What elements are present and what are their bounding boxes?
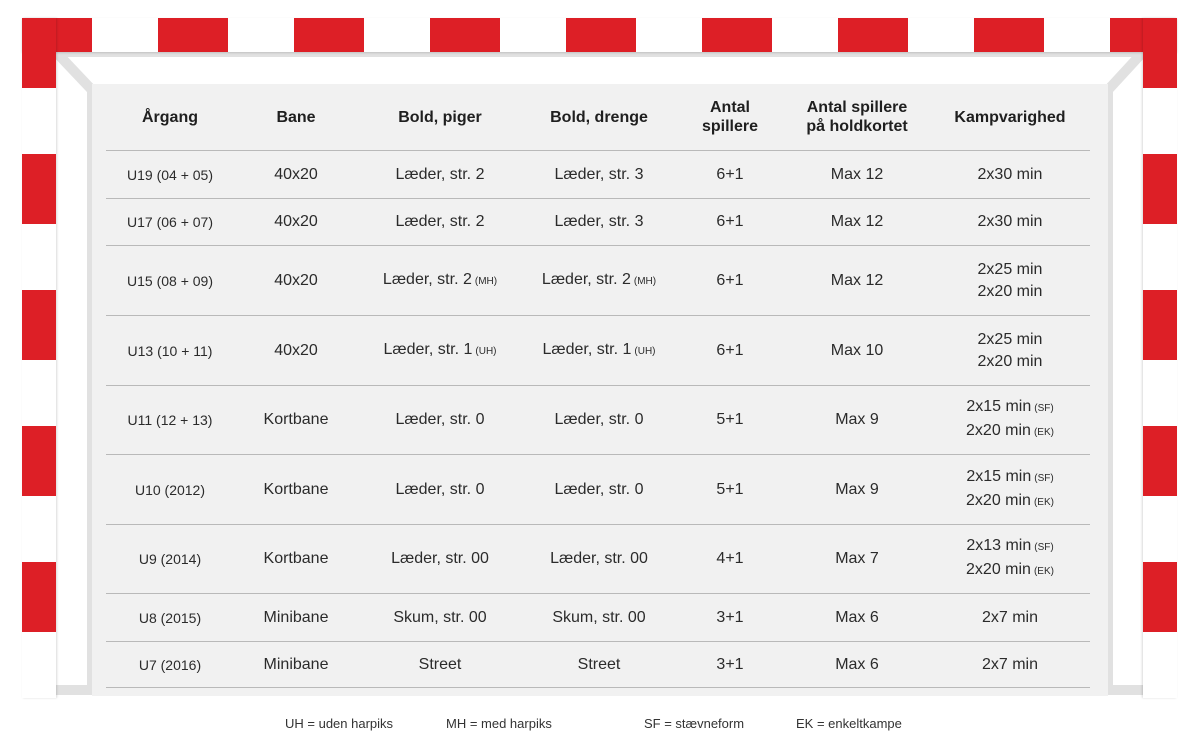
cell-text: 2x20 min xyxy=(966,491,1031,509)
cell-drenge xyxy=(522,151,676,198)
cell-piger xyxy=(358,199,522,245)
cell-bane xyxy=(234,386,358,454)
cell-note: (MH) xyxy=(633,275,657,287)
cell-drenge xyxy=(522,525,676,593)
cell-text: Max 10 xyxy=(830,341,884,359)
cell-text: 40x20 xyxy=(274,271,318,289)
cell-text: 2x20 min xyxy=(977,282,1043,300)
cell-bane xyxy=(234,642,358,687)
table-row xyxy=(106,245,1090,315)
cell-text: Max 7 xyxy=(835,550,879,567)
cell-text: Max 12 xyxy=(830,165,884,183)
cell-text: Max 9 xyxy=(835,411,879,428)
header-bane: Bane xyxy=(276,108,316,126)
cell-varighed xyxy=(930,316,1090,385)
cell-spillere xyxy=(676,151,784,198)
table-row xyxy=(106,524,1090,593)
cell-holdkort xyxy=(784,316,930,385)
cell-drenge xyxy=(522,199,676,245)
cell-argang xyxy=(106,642,234,687)
cell-argang xyxy=(106,199,234,245)
cell-text: Læder, str. 2 xyxy=(382,270,472,288)
table-row xyxy=(106,315,1090,385)
cell-drenge xyxy=(522,246,676,315)
header-holdkort: Antal spillere på holdkortet xyxy=(806,99,908,135)
cell-text: Læder, str. 2 xyxy=(395,165,485,183)
cell-text: 2x20 min xyxy=(966,422,1031,439)
cell-text: 40x20 xyxy=(274,341,318,359)
cell-bane xyxy=(234,316,358,385)
table-row xyxy=(106,454,1090,524)
cell-piger xyxy=(358,594,522,641)
cell-text: 5+1 xyxy=(716,411,744,428)
cell-drenge xyxy=(522,642,676,687)
cell-bane xyxy=(234,246,358,315)
cell-text: 6+1 xyxy=(716,213,744,230)
cell-holdkort xyxy=(784,386,930,454)
cell-piger xyxy=(358,246,522,315)
cell-text: U8 (2015) xyxy=(138,609,202,626)
cell-text: Læder, str. 00 xyxy=(391,550,489,567)
legend-uh: UH = uden harpiks xyxy=(285,716,394,731)
cell-text: 2x30 min xyxy=(977,213,1043,230)
cell-spillere xyxy=(676,386,784,454)
cell-text: U13 (10 + 11) xyxy=(127,342,213,359)
cell-holdkort xyxy=(784,199,930,245)
cell-text: 2x7 min xyxy=(981,608,1039,626)
table-row xyxy=(106,385,1090,454)
cell-holdkort xyxy=(784,594,930,641)
cell-text: Kortbane xyxy=(263,480,329,498)
table-row xyxy=(106,198,1090,245)
cell-text: Læder, str. 1 xyxy=(383,340,473,358)
cell-holdkort xyxy=(784,642,930,687)
rules-table xyxy=(92,84,1108,696)
table-row xyxy=(106,593,1090,641)
cell-note: (EK) xyxy=(1033,427,1054,438)
cell-bane xyxy=(234,199,358,245)
cell-argang xyxy=(106,246,234,315)
cell-note: (UH) xyxy=(475,345,497,357)
cell-varighed xyxy=(930,151,1090,198)
cell-bane xyxy=(234,594,358,641)
table-header xyxy=(92,84,1108,150)
cell-text: 2x30 min xyxy=(977,165,1043,183)
cell-text: 6+1 xyxy=(716,165,744,183)
cell-text: U19 (04 + 05) xyxy=(127,166,213,183)
cell-text: Minibane xyxy=(263,608,329,626)
cell-text: Læder, str. 2 xyxy=(541,270,631,288)
cell-argang xyxy=(106,386,234,454)
cell-spillere xyxy=(676,642,784,687)
cell-text: Kortbane xyxy=(263,550,329,567)
cell-note: (EK) xyxy=(1033,566,1054,577)
cell-text: Max 12 xyxy=(830,271,884,289)
cell-drenge xyxy=(522,386,676,454)
cell-text: 2x7 min xyxy=(981,655,1039,673)
cell-text: U7 (2016) xyxy=(138,656,202,673)
cell-text: Læder, str. 0 xyxy=(554,480,644,498)
cell-text: 2x25 min xyxy=(977,330,1043,348)
cell-spillere xyxy=(676,525,784,593)
cell-argang xyxy=(106,455,234,524)
cell-text: 40x20 xyxy=(274,213,318,230)
header-bold-drenge: Bold, drenge xyxy=(550,108,648,126)
cell-drenge xyxy=(522,455,676,524)
cell-text: U10 (2012) xyxy=(134,481,206,498)
cell-piger xyxy=(358,151,522,198)
cell-text: Minibane xyxy=(263,655,329,673)
cell-piger xyxy=(358,455,522,524)
cell-spillere xyxy=(676,199,784,245)
cell-note: (EK) xyxy=(1033,496,1054,508)
cell-bane xyxy=(234,455,358,524)
cell-piger xyxy=(358,316,522,385)
cell-text: 4+1 xyxy=(716,550,744,567)
cell-text: Max 6 xyxy=(835,608,879,626)
cell-text: 40x20 xyxy=(274,165,318,183)
cell-text: Læder, str. 3 xyxy=(554,213,644,230)
cell-bane xyxy=(234,151,358,198)
legend-sf: SF = stævneform xyxy=(644,716,745,731)
cell-text: 5+1 xyxy=(716,480,744,498)
cell-holdkort xyxy=(784,455,930,524)
cell-argang xyxy=(106,316,234,385)
cell-text: Læder, str. 0 xyxy=(554,411,644,428)
cell-note: (SF) xyxy=(1034,472,1054,484)
cell-text: Læder, str. 0 xyxy=(395,411,485,428)
header-antal-spillere: Antal spillere xyxy=(701,99,759,135)
cell-text: Læder, str. 1 xyxy=(542,340,632,358)
goal-crossbar xyxy=(22,18,1177,52)
cell-drenge xyxy=(522,316,676,385)
cell-spillere xyxy=(676,316,784,385)
cell-text: 2x20 min xyxy=(966,561,1031,578)
cell-argang xyxy=(106,594,234,641)
cell-holdkort xyxy=(784,246,930,315)
cell-bane xyxy=(234,525,358,593)
cell-text: 3+1 xyxy=(716,655,744,673)
cell-holdkort xyxy=(784,525,930,593)
legend-ek: EK = enkeltkampe xyxy=(796,716,902,731)
cell-note: (UH) xyxy=(634,345,656,357)
cell-spillere xyxy=(676,246,784,315)
cell-varighed xyxy=(930,199,1090,245)
goal-right-post xyxy=(1143,18,1177,698)
cell-note: (SF) xyxy=(1034,403,1054,414)
cell-varighed xyxy=(930,594,1090,641)
cell-text: U15 (08 + 09) xyxy=(127,272,213,289)
cell-text: Street xyxy=(418,655,462,673)
cell-drenge xyxy=(522,594,676,641)
cell-text: 3+1 xyxy=(716,608,744,626)
cell-spillere xyxy=(676,594,784,641)
cell-varighed xyxy=(930,642,1090,687)
cell-text: Læder, str. 00 xyxy=(550,550,648,567)
table-row xyxy=(106,641,1090,688)
cell-text: 2x20 min xyxy=(977,352,1043,370)
cell-holdkort xyxy=(784,151,930,198)
cell-text: Læder, str. 2 xyxy=(395,213,485,230)
header-argang: Årgang xyxy=(142,108,198,126)
cell-note: (SF) xyxy=(1034,542,1054,553)
cell-text: U11 (12 + 13) xyxy=(127,412,213,428)
cell-text: Max 12 xyxy=(830,213,884,230)
cell-argang xyxy=(106,151,234,198)
cell-text: Læder, str. 0 xyxy=(395,480,485,498)
cell-text: Max 9 xyxy=(835,480,879,498)
cell-text: Skum, str. 00 xyxy=(552,608,646,626)
cell-varighed xyxy=(930,246,1090,315)
cell-piger xyxy=(358,642,522,687)
cell-text: 2x13 min xyxy=(966,537,1032,554)
goal-left-post xyxy=(22,18,56,698)
cell-text: 6+1 xyxy=(716,341,744,359)
cell-piger xyxy=(358,525,522,593)
cell-text: 2x15 min xyxy=(966,467,1032,485)
cell-spillere xyxy=(676,455,784,524)
legend-mh: MH = med harpiks xyxy=(446,716,552,731)
cell-text: 2x15 min xyxy=(966,398,1032,415)
cell-varighed xyxy=(930,525,1090,593)
table-row xyxy=(106,150,1090,198)
header-bold-piger: Bold, piger xyxy=(398,108,482,126)
cell-text: U9 (2014) xyxy=(138,551,202,567)
cell-text: Skum, str. 00 xyxy=(393,608,487,626)
cell-text: Street xyxy=(577,655,621,673)
cell-varighed xyxy=(930,455,1090,524)
cell-text: Kortbane xyxy=(263,411,329,428)
cell-text: U17 (06 + 07) xyxy=(127,214,213,230)
cell-varighed xyxy=(930,386,1090,454)
cell-text: Læder, str. 3 xyxy=(554,165,644,183)
header-kampvarighed: Kampvarighed xyxy=(954,108,1066,126)
cell-note: (MH) xyxy=(474,275,498,287)
cell-text: 2x25 min xyxy=(977,260,1043,278)
cell-text: Max 6 xyxy=(835,655,879,673)
cell-piger xyxy=(358,386,522,454)
cell-text: 6+1 xyxy=(716,271,744,289)
cell-argang xyxy=(106,525,234,593)
